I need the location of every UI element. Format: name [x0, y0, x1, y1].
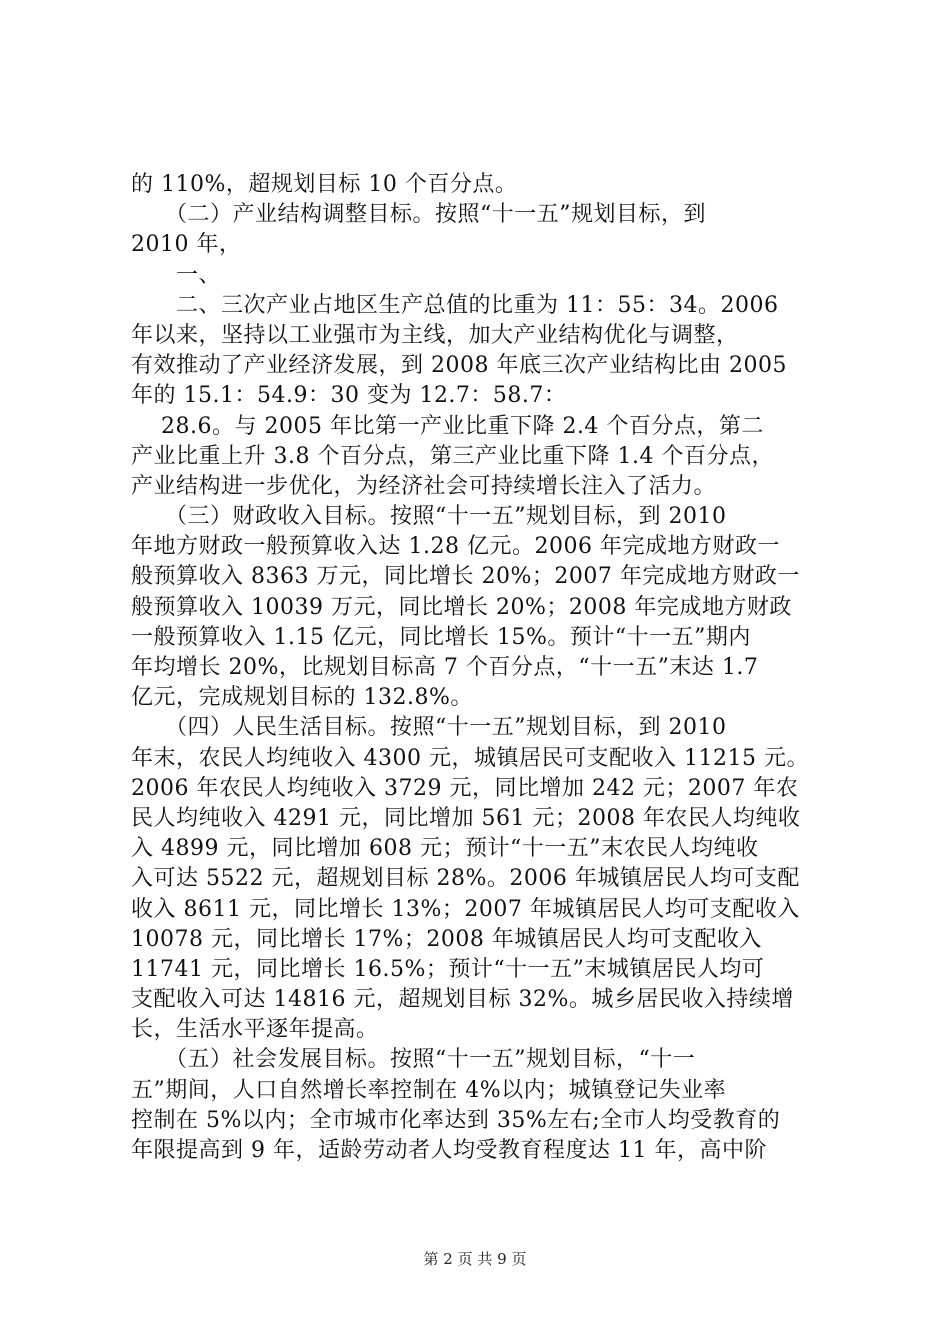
text-line: 2006 年农民人均纯收入 3729 元，同比增加 242 元；2007 年农 — [131, 775, 799, 801]
text-line: 亿元，完成规划目标的 132.8%。 — [131, 685, 473, 711]
text-line: 年地方财政一般预算收入达 1.28 亿元。2006 年完成地方财政一 — [131, 534, 780, 560]
text-line: 年的 15.1：54.9：30 变为 12.7：58.7： — [131, 383, 567, 409]
text-line: 10078 元，同比增长 17%；2008 年城镇居民人均可支配收入 — [131, 926, 762, 952]
text-line: 产业结构进一步优化，为经济社会可持续增长注入了活力。 — [131, 473, 717, 499]
page-number: 第 2 页 共 9 页 — [423, 1250, 527, 1268]
text-line: 2010 年， — [131, 232, 242, 258]
text-line: 二、三次产业占地区生产总值的比重为 11：55：34。2006 — [131, 292, 779, 318]
text-line: 年均增长 20%，比规划目标高 7 个百分点，“十一五”末达 1.7 — [131, 655, 759, 680]
document-body — [131, 170, 831, 1166]
text-line: （五）社会发展目标。按照“十一五”规划目标，“十一 — [131, 1047, 696, 1073]
text-line: 般预算收入 10039 万元，同比增长 20%；2008 年完成地方财政 — [131, 594, 792, 620]
text-line: 一、 — [131, 262, 222, 288]
text-line: 收入 8611 元，同比增长 13%；2007 年城镇居民人均可支配收入 — [131, 896, 800, 922]
text-line: 年末，农民人均纯收入 4300 元，城镇居民可支配收入 11215 元。 — [131, 745, 809, 771]
text-line: 支配收入可达 14816 元，超规划目标 32%。城乡居民收入持续增 — [131, 987, 794, 1013]
text-line: 年限提高到 9 年，适龄劳动者人均受教育程度达 11 年，高中阶 — [131, 1138, 767, 1163]
text-line: （三）财政收入目标。按照“十一五”规划目标，到 2010 — [131, 504, 727, 530]
text-line: 的 110%，超规划目标 10 个百分点。 — [131, 172, 518, 197]
text-line: 民人均纯收入 4291 元，同比增加 561 元；2008 年农民人均纯收 — [131, 805, 801, 831]
text-line: 28.6。与 2005 年比第一产业比重下降 2.4 个百分点，第二 — [131, 413, 764, 439]
text-line: 入 4899 元，同比增加 608 元；预计“十一五”末农民人均纯收 — [131, 836, 759, 862]
text-line: 年以来，坚持以工业强市为主线，加大产业结构优化与调整， — [131, 322, 739, 348]
text-line: 产业比重上升 3.8 个百分点，第三产业比重下降 1.4 个百分点， — [131, 443, 774, 469]
text-line: （二）产业结构调整目标。按照“十一五”规划目标，到 — [131, 202, 706, 228]
text-line: 般预算收入 8363 万元，同比增长 20%；2007 年完成地方财政一 — [131, 564, 800, 590]
text-line: 一般预算收入 1.15 亿元，同比增长 15%。预计“十一五”期内 — [131, 624, 751, 650]
text-line: 入可达 5522 元，超规划目标 28%。2006 年城镇居民人均可支配 — [131, 866, 800, 892]
text-line: 长，生活水平逐年提高。 — [131, 1017, 379, 1043]
text-line: （四）人民生活目标。按照“十一五”规划目标，到 2010 — [131, 715, 727, 741]
text-line: 五”期间，人口自然增长率控制在 4%以内；城镇登记失业率 — [131, 1077, 727, 1103]
text-line: 11741 元，同比增长 16.5%；预计“十一五”末城镇居民人均可 — [131, 956, 765, 982]
text-line: 控制在 5%以内；全市城市化率达到 35%左右;全市人均受教育的 — [131, 1107, 781, 1133]
text-line: 有效推动了产业经济发展，到 2008 年底三次产业结构比由 2005 — [131, 353, 787, 379]
